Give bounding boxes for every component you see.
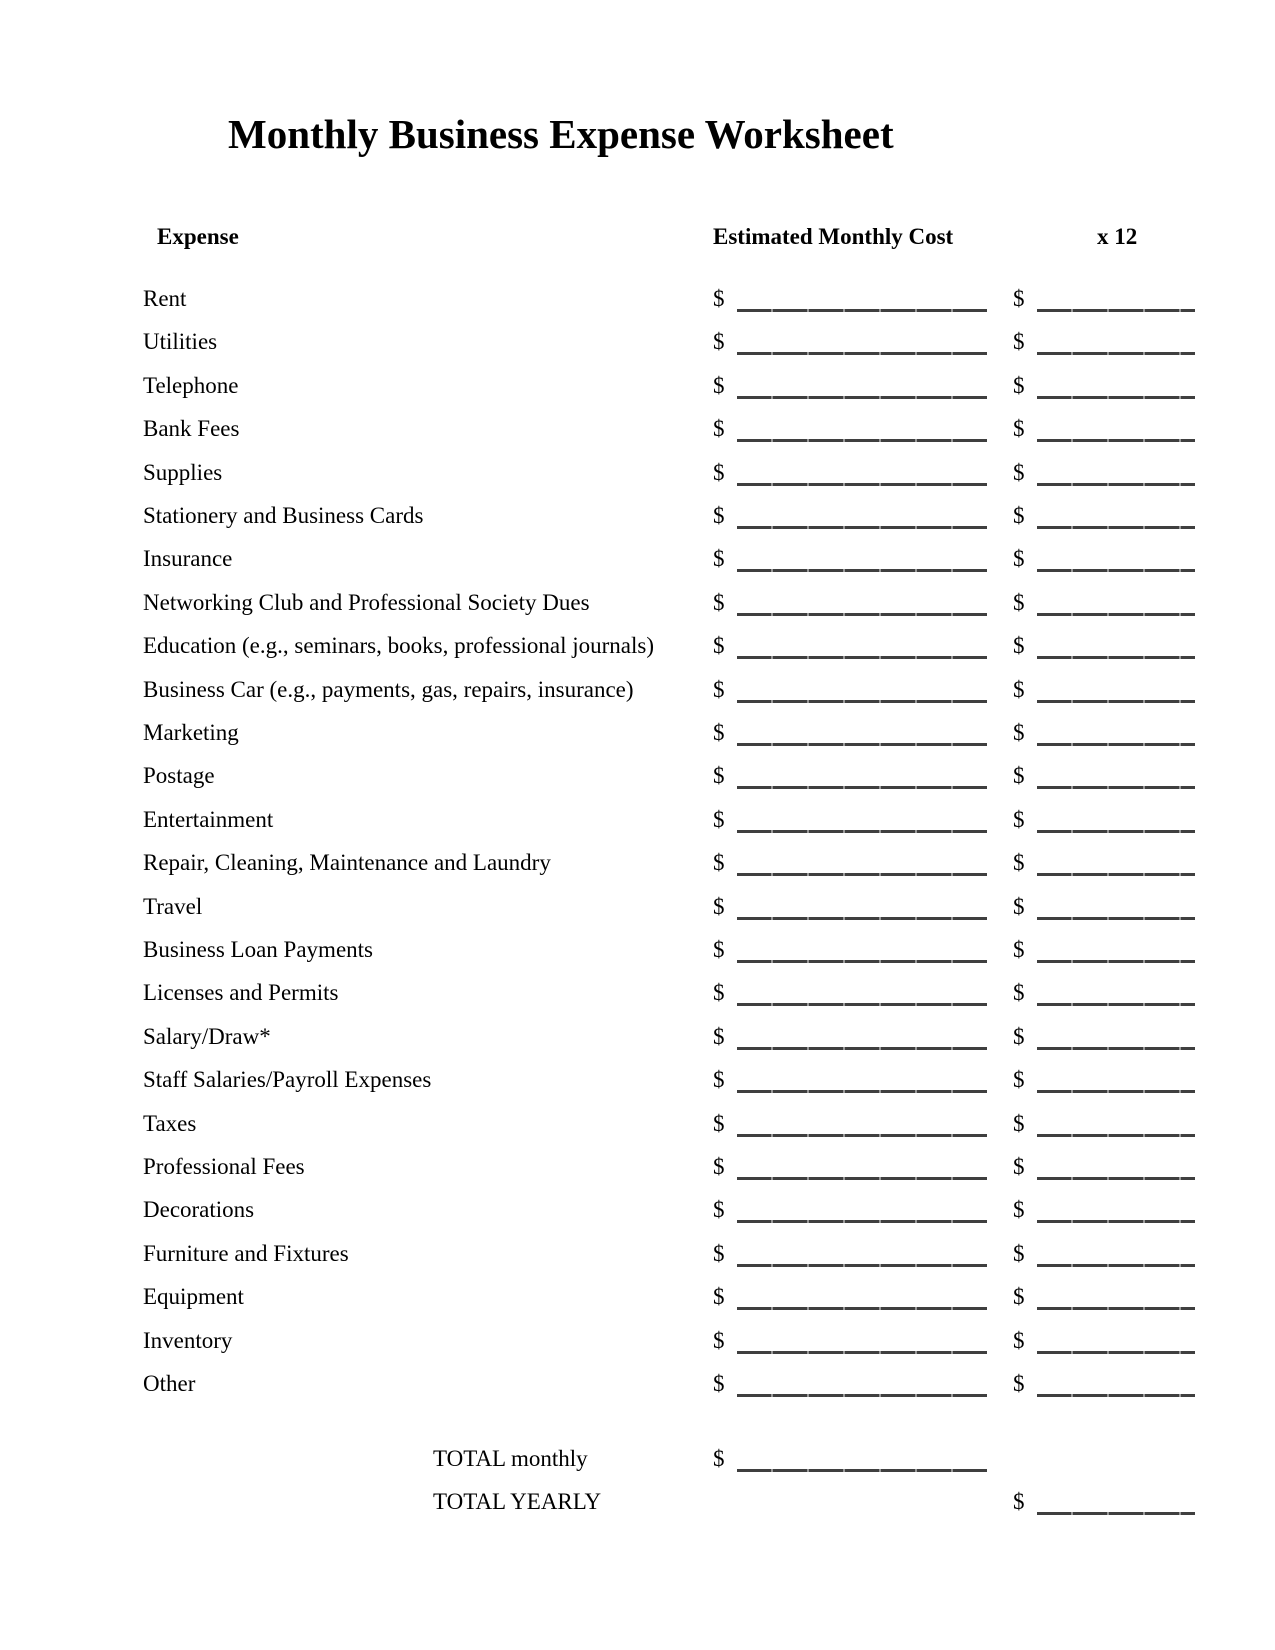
expense-label: Business Loan Payments [143,937,373,962]
monthly-cost-field[interactable] [713,624,987,668]
monthly-cost-blank[interactable] [737,396,987,399]
expense-label: Travel [143,893,203,919]
total-yearly-amount-blank[interactable] [1037,1512,1195,1515]
yearly-cost-blank[interactable] [1037,830,1195,833]
yearly-cost-field[interactable] [1013,711,1195,755]
expense-row [0,1015,1275,1059]
dollar-sign: $ [713,720,725,745]
monthly-cost-blank[interactable] [737,873,987,876]
yearly-cost-blank[interactable] [1037,700,1195,703]
expense-row [0,1102,1275,1146]
total-monthly-label: TOTAL monthly [433,1446,588,1471]
expense-row [0,364,1275,408]
dollar-sign: $ [1013,1023,1025,1049]
dollar-sign: $ [1013,1110,1025,1136]
dollar-sign: $ [1013,893,1025,919]
monthly-cost-field[interactable] [713,668,987,712]
expense-label: Bank Fees [143,416,240,442]
total-monthly-row [0,1437,1275,1481]
column-header-x12: x 12 [1097,224,1138,249]
monthly-cost-blank[interactable] [737,700,987,703]
yearly-cost-field[interactable] [1013,1188,1195,1232]
yearly-cost-field[interactable] [1013,1319,1195,1363]
dollar-sign: $ [713,980,725,1006]
yearly-cost-blank[interactable] [1037,569,1195,572]
monthly-cost-field[interactable] [713,451,987,495]
dollar-sign: $ [1013,763,1025,789]
yearly-cost-field[interactable] [1013,277,1195,321]
expense-row [0,277,1275,321]
expense-label: Rent [143,286,187,311]
expense-row [0,928,1275,972]
expense-label: Stationery and Business Cards [143,503,424,528]
expense-label: Equipment [143,1284,244,1310]
yearly-cost-blank[interactable] [1037,352,1195,355]
expense-label: Postage [143,763,215,789]
expense-label: Utilities [143,329,218,355]
yearly-cost-field[interactable] [1013,581,1195,625]
dollar-sign: $ [1013,1197,1025,1223]
dollar-sign: $ [1013,286,1025,311]
yearly-cost-blank[interactable] [1037,613,1195,616]
expense-label: Business Car (e.g., payments, gas, repairs, insurance) [143,676,634,702]
yearly-cost-blank[interactable] [1037,483,1195,486]
yearly-cost-field[interactable] [1013,407,1195,451]
monthly-cost-blank[interactable] [737,526,987,529]
yearly-cost-field[interactable] [1013,1015,1195,1059]
yearly-cost-field[interactable] [1013,1058,1195,1102]
monthly-cost-field[interactable] [713,711,987,755]
dollar-sign: $ [713,503,725,528]
dollar-sign: $ [713,763,725,789]
monthly-cost-field[interactable] [713,754,987,798]
monthly-cost-blank[interactable] [737,656,987,659]
dollar-sign: $ [713,1023,725,1049]
dollar-sign: $ [713,1197,725,1223]
expense-row [0,841,1275,885]
expense-label: Licenses and Permits [143,980,339,1006]
dollar-sign: $ [1013,1067,1025,1093]
column-header-expense: Expense [157,224,239,249]
dollar-sign: $ [713,893,725,919]
monthly-cost-blank[interactable] [737,309,987,312]
yearly-cost-blank[interactable] [1037,960,1195,963]
dollar-sign: $ [1013,1327,1025,1353]
yearly-cost-blank[interactable] [1037,1351,1195,1354]
expense-label: Networking Club and Professional Society Dues [143,589,590,615]
dollar-sign: $ [1013,372,1025,398]
yearly-cost-blank[interactable] [1037,1134,1195,1137]
yearly-cost-field[interactable] [1013,754,1195,798]
dollar-sign: $ [1013,980,1025,1006]
dollar-sign: $ [713,1327,725,1353]
yearly-cost-blank[interactable] [1037,396,1195,399]
page-title: Monthly Business Expense Worksheet [228,111,894,157]
expense-row [0,668,1275,712]
dollar-sign: $ [713,1110,725,1136]
monthly-cost-field[interactable] [713,841,987,885]
monthly-cost-field[interactable] [713,407,987,451]
dollar-sign: $ [1013,1489,1025,1514]
monthly-cost-blank[interactable] [737,960,987,963]
expense-label: Education (e.g., seminars, books, professional journals) [143,633,654,659]
expense-label: Entertainment [143,806,274,832]
dollar-sign: $ [1013,546,1025,572]
expense-row [0,494,1275,538]
monthly-cost-blank[interactable] [737,1220,987,1223]
monthly-cost-field[interactable] [713,1362,987,1406]
yearly-cost-blank[interactable] [1037,1307,1195,1310]
dollar-sign: $ [713,1240,725,1266]
yearly-cost-field[interactable] [1013,537,1195,581]
yearly-cost-blank[interactable] [1037,1177,1195,1180]
expense-row [0,407,1275,451]
dollar-sign: $ [713,372,725,398]
expense-label: Salary/Draw* [143,1023,271,1049]
monthly-cost-field[interactable] [713,1319,987,1363]
total-yearly-field[interactable] [1013,1480,1195,1524]
monthly-cost-blank[interactable] [737,1264,987,1267]
yearly-cost-field[interactable] [1013,1232,1195,1276]
expense-row [0,885,1275,929]
yearly-cost-blank[interactable] [1037,917,1195,920]
yearly-cost-blank[interactable] [1037,439,1195,442]
expense-row [0,1232,1275,1276]
expense-label: Professional Fees [143,1154,305,1179]
dollar-sign: $ [713,1371,725,1396]
monthly-cost-field[interactable] [713,537,987,581]
monthly-cost-blank[interactable] [737,439,987,442]
monthly-cost-blank[interactable] [737,1307,987,1310]
monthly-cost-field[interactable] [713,1232,987,1276]
monthly-cost-field[interactable] [713,1145,987,1189]
yearly-cost-blank[interactable] [1037,1264,1195,1267]
yearly-cost-blank[interactable] [1037,786,1195,789]
monthly-cost-field[interactable] [713,320,987,364]
expense-label: Repair, Cleaning, Maintenance and Laundry [143,850,551,876]
monthly-cost-blank[interactable] [737,1351,987,1354]
total-monthly-field[interactable] [713,1437,987,1481]
monthly-cost-blank[interactable] [737,1047,987,1050]
dollar-sign: $ [1013,329,1025,355]
expense-label: Taxes [143,1110,197,1136]
dollar-sign: $ [713,1284,725,1310]
dollar-sign: $ [713,459,725,485]
expense-row [0,1145,1275,1189]
monthly-cost-blank[interactable] [737,1090,987,1093]
monthly-cost-blank[interactable] [737,483,987,486]
expense-row [0,711,1275,755]
column-header-estimated-monthly-cost: Estimated Monthly Cost [713,224,954,249]
yearly-cost-blank[interactable] [1037,743,1195,746]
yearly-cost-blank[interactable] [1037,1220,1195,1223]
dollar-sign: $ [713,676,725,702]
expense-label: Inventory [143,1327,233,1353]
dollar-sign: $ [1013,416,1025,442]
expense-label: Furniture and Fixtures [143,1240,349,1266]
dollar-sign: $ [713,329,725,355]
dollar-sign: $ [713,416,725,442]
expense-row [0,1275,1275,1319]
monthly-cost-blank[interactable] [737,613,987,616]
dollar-sign: $ [1013,1371,1025,1396]
dollar-sign: $ [1013,806,1025,832]
expense-label: Staff Salaries/Payroll Expenses [143,1067,432,1093]
dollar-sign: $ [713,589,725,615]
dollar-sign: $ [1013,850,1025,876]
dollar-sign: $ [1013,589,1025,615]
expense-row [0,320,1275,364]
yearly-cost-field[interactable] [1013,1145,1195,1189]
yearly-cost-field[interactable] [1013,928,1195,972]
monthly-cost-blank[interactable] [737,1394,987,1397]
monthly-cost-blank[interactable] [737,743,987,746]
expense-label: Insurance [143,546,233,572]
monthly-cost-field[interactable] [713,581,987,625]
monthly-cost-blank[interactable] [737,1177,987,1180]
yearly-cost-field[interactable] [1013,798,1195,842]
yearly-cost-field[interactable] [1013,320,1195,364]
expense-label: Telephone [143,372,239,398]
yearly-cost-field[interactable] [1013,885,1195,929]
monthly-cost-field[interactable] [713,798,987,842]
yearly-cost-field[interactable] [1013,1362,1195,1406]
monthly-cost-field[interactable] [713,1188,987,1232]
dollar-sign: $ [1013,1154,1025,1179]
dollar-sign: $ [1013,503,1025,528]
dollar-sign: $ [713,937,725,962]
expense-row [0,537,1275,581]
expense-row [0,1188,1275,1232]
dollar-sign: $ [1013,720,1025,745]
dollar-sign: $ [1013,1240,1025,1266]
yearly-cost-field[interactable] [1013,668,1195,712]
yearly-cost-blank[interactable] [1037,309,1195,312]
expense-label: Supplies [143,459,223,485]
monthly-cost-field[interactable] [713,1102,987,1146]
dollar-sign: $ [713,1154,725,1179]
monthly-cost-blank[interactable] [737,1003,987,1006]
monthly-cost-field[interactable] [713,1015,987,1059]
dollar-sign: $ [713,1067,725,1093]
monthly-cost-field[interactable] [713,1058,987,1102]
expense-row [0,1058,1275,1102]
expense-row [0,754,1275,798]
dollar-sign: $ [713,806,725,832]
yearly-cost-blank[interactable] [1037,1090,1195,1093]
yearly-cost-field[interactable] [1013,1275,1195,1319]
yearly-cost-field[interactable] [1013,364,1195,408]
dollar-sign: $ [713,546,725,572]
expense-row [0,798,1275,842]
expense-label: Marketing [143,720,239,745]
monthly-cost-field[interactable] [713,1275,987,1319]
dollar-sign: $ [1013,1284,1025,1310]
yearly-cost-blank[interactable] [1037,526,1195,529]
dollar-sign: $ [1013,633,1025,659]
expense-label: Decorations [143,1197,255,1223]
total-yearly-row [0,1480,1275,1524]
yearly-cost-field[interactable] [1013,971,1195,1015]
expense-row [0,971,1275,1015]
yearly-cost-field[interactable] [1013,841,1195,885]
dollar-sign: $ [713,633,725,659]
yearly-cost-field[interactable] [1013,494,1195,538]
yearly-cost-blank[interactable] [1037,656,1195,659]
monthly-cost-blank[interactable] [737,786,987,789]
expense-row [0,451,1275,495]
monthly-cost-field[interactable] [713,364,987,408]
dollar-sign: $ [713,1446,725,1471]
expense-label: Other [143,1371,196,1396]
yearly-cost-blank[interactable] [1037,1394,1195,1397]
monthly-cost-blank[interactable] [737,830,987,833]
monthly-cost-field[interactable] [713,494,987,538]
yearly-cost-blank[interactable] [1037,1003,1195,1006]
dollar-sign: $ [713,286,725,311]
monthly-cost-blank[interactable] [737,352,987,355]
expense-row [0,581,1275,625]
monthly-cost-field[interactable] [713,971,987,1015]
dollar-sign: $ [713,850,725,876]
total-yearly-label: TOTAL YEARLY [433,1489,602,1514]
monthly-cost-blank[interactable] [737,569,987,572]
yearly-cost-field[interactable] [1013,624,1195,668]
expense-row [0,1319,1275,1363]
monthly-cost-field[interactable] [713,928,987,972]
monthly-cost-field[interactable] [713,885,987,929]
total-monthly-amount-blank[interactable] [737,1469,987,1472]
monthly-cost-blank[interactable] [737,917,987,920]
yearly-cost-blank[interactable] [1037,1047,1195,1050]
expense-row [0,624,1275,668]
monthly-cost-blank[interactable] [737,1134,987,1137]
dollar-sign: $ [1013,459,1025,485]
yearly-cost-field[interactable] [1013,451,1195,495]
dollar-sign: $ [1013,937,1025,962]
dollar-sign: $ [1013,676,1025,702]
yearly-cost-field[interactable] [1013,1102,1195,1146]
expense-row [0,1362,1275,1406]
monthly-cost-field[interactable] [713,277,987,321]
yearly-cost-blank[interactable] [1037,873,1195,876]
